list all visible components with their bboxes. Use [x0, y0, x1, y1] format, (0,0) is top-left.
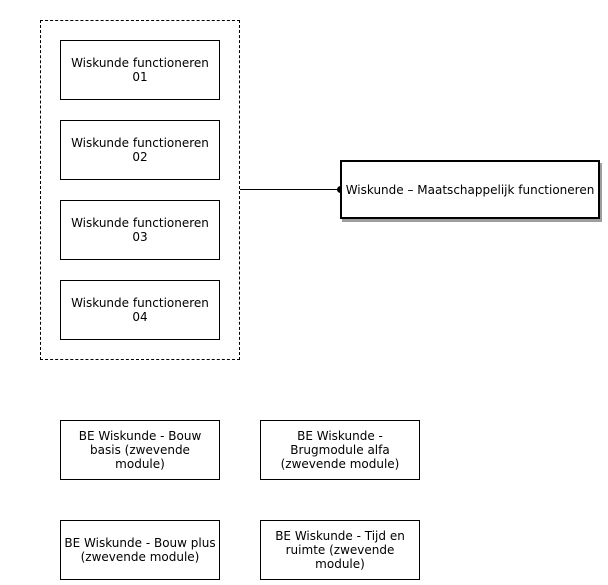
node-wiskunde-functioneren-04[interactable]: [60, 280, 220, 340]
node-wiskunde-functioneren-03[interactable]: [60, 200, 220, 260]
module-label: BE Wiskunde - Bouw plus (zwevende module): [64, 536, 216, 564]
node-label: Wiskunde – Maatschappelijk functioneren: [345, 182, 595, 197]
node-wiskunde-functioneren-01[interactable]: [60, 40, 220, 100]
module-tijd-en-ruimte[interactable]: [260, 520, 420, 580]
module-label: BE Wiskunde - Brugmodule alfa (zwevende module): [280, 429, 400, 471]
node-label: Wiskunde functioneren 03: [71, 216, 209, 244]
module-label: BE Wiskunde - Tijd en ruimte (zwevende module): [275, 529, 405, 571]
connector-line[interactable]: [240, 189, 341, 190]
node-wiskunde-functioneren-02[interactable]: [60, 120, 220, 180]
module-bouw-plus[interactable]: [60, 520, 220, 580]
module-label: BE Wiskunde - Bouw basis (zwevende module): [78, 429, 202, 471]
node-label: Wiskunde functioneren 01: [71, 56, 209, 84]
module-brugmodule-alfa[interactable]: [260, 420, 420, 480]
module-bouw-basis[interactable]: [60, 420, 220, 480]
node-label: Wiskunde functioneren 04: [71, 296, 209, 324]
node-maatschappelijk-functioneren[interactable]: [340, 160, 600, 219]
node-label: Wiskunde functioneren 02: [71, 136, 209, 164]
